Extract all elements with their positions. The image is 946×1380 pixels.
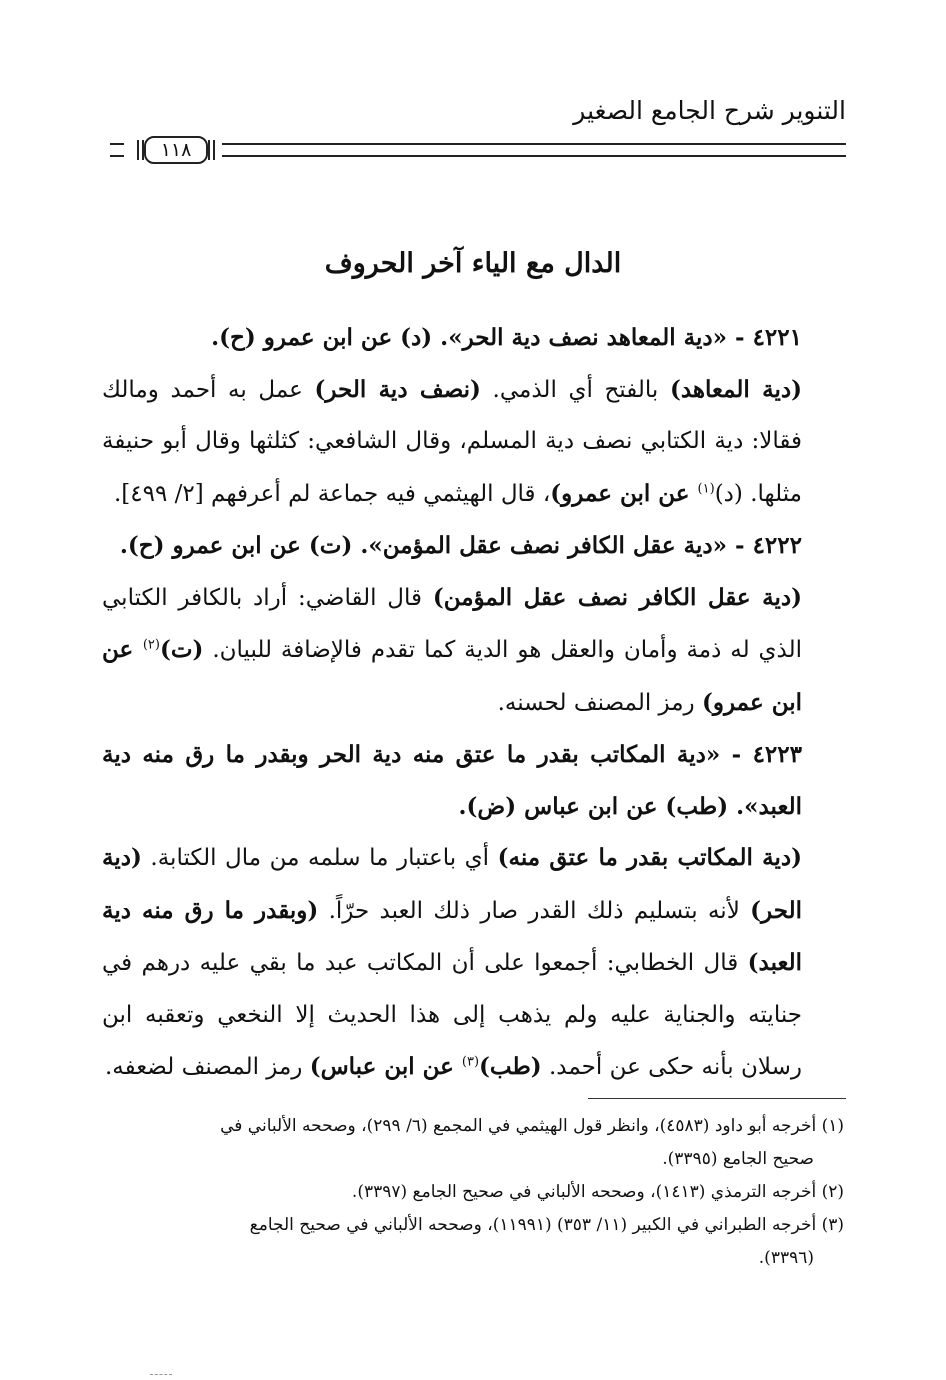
hadith-4221: ٤٢٢١ - «دية المعاهد نصف دية الحر». (د) عن ابن عمرو (ح). (211, 324, 802, 351)
running-title: التنوير شرح الجامع الصغير (573, 96, 846, 125)
bottom-mark (150, 1374, 172, 1375)
commentary-4223 (102, 832, 844, 1094)
footnote-2: (٢) أخرجه الترمذي (١٤١٣)، وصححه الألباني في صحيح الجامع (٣٣٩٧). (351, 1182, 844, 1202)
header-rule-tail (110, 143, 124, 157)
hadith-4223: ٤٢٢٣ - «دية المكاتب بقدر ما عتق منه دية الحر وبقدر ما رق منه دية العبد». (طب) عن ابن عباس (ض). (102, 741, 802, 820)
commentary-4221 (102, 364, 844, 521)
commentary-text: رمز المصنف لضعفه. (104, 1054, 310, 1080)
page-number: ١١٨ (144, 136, 208, 164)
commentary-text: لأنه بتسليم ذلك القدر صار ذلك العبد حرّاً. (318, 897, 751, 924)
footnote-ref-2[interactable]: (٢) (142, 637, 160, 653)
source-code: (د) (714, 480, 743, 507)
footnotes (102, 1110, 844, 1275)
header-rule (112, 139, 846, 161)
commentary-text: أي باعتبار ما سلمه من مال الكتابة. (141, 845, 498, 871)
source-code: (طب) (479, 1053, 542, 1080)
commentary-text: قال القاضي: أراد بالكافر الكتابي الذي له ذمة وأمان والعقل هو الدية كما تقدم فالإضافة للبيان. (102, 584, 802, 663)
commentary-text: قال الخطابي: أجمعوا على أن المكاتب عبد ما بقي عليه درهم في جنايته والجناية عليه ولم يذهب إلى هذا الحديث إلا النخعي وتعقبه ابن رسلان بأنه حكى عن أحمد. (102, 950, 802, 1080)
footnote-1: (١) أخرجه أبو داود (٤٥٨٣)، وانظر قول الهيثمي في المجمع (٦/ ٢٩٩)، وصححه الألباني في (220, 1116, 844, 1136)
main-text (102, 312, 844, 1094)
quoted-phrase: (دية الحر) (102, 844, 802, 924)
hadith-4222: ٤٢٢٢ - «دية عقل الكافر نصف عقل المؤمن». (ت) عن ابن عمرو (ح). (119, 532, 802, 559)
quoted-phrase: (نصف دية الحر) (314, 375, 481, 403)
footnote-3: (٣) أخرجه الطبراني في الكبير (١١/ ٣٥٣) (١١٩٩١)، وصححه الألباني في صحيح الجامع (249, 1215, 844, 1235)
quoted-phrase: (وبقدر ما رق منه دية العبد) (102, 896, 802, 976)
commentary-text: ، قال الهيثمي فيه جماعة لم أعرفهم [٢/ ٤٩٩]. (113, 480, 551, 507)
footnote-ref-1[interactable]: (١) (697, 480, 715, 496)
footnote-3-continued: (٣٣٩٦). (758, 1248, 814, 1268)
commentary-text: بالفتح أي الذمي. (480, 376, 670, 403)
narrator: عن ابن عمرو) (102, 636, 802, 716)
footnote-separator (588, 1098, 846, 1099)
source-code: (ت) (159, 636, 204, 663)
narrator: عن ابن عمرو) (550, 479, 698, 507)
narrator: عن ابن عباس) (309, 1053, 462, 1080)
quoted-phrase: (دية المعاهد) (669, 375, 802, 403)
quoted-phrase: (دية عقل الكافر نصف عقل المؤمن) (432, 583, 802, 611)
quoted-phrase: (دية المكاتب بقدر ما عتق منه) (497, 844, 802, 871)
commentary-text: عمل به أحمد ومالك فقالا: دية الكتابي نصف دية المسلم، وقال الشافعي: كثلثها وقال أبو حنيفة مثلها. (102, 376, 802, 507)
commentary-text: رمز المصنف لحسنه. (497, 689, 702, 716)
header-double-line (222, 143, 846, 157)
footnote-ref-3[interactable]: (٣) (461, 1054, 480, 1070)
footnote-1-continued: صحيح الجامع (٣٣٩٥). (662, 1149, 814, 1169)
section-heading: الدال مع الياء آخر الحروف (324, 248, 622, 279)
commentary-4222 (102, 572, 844, 730)
